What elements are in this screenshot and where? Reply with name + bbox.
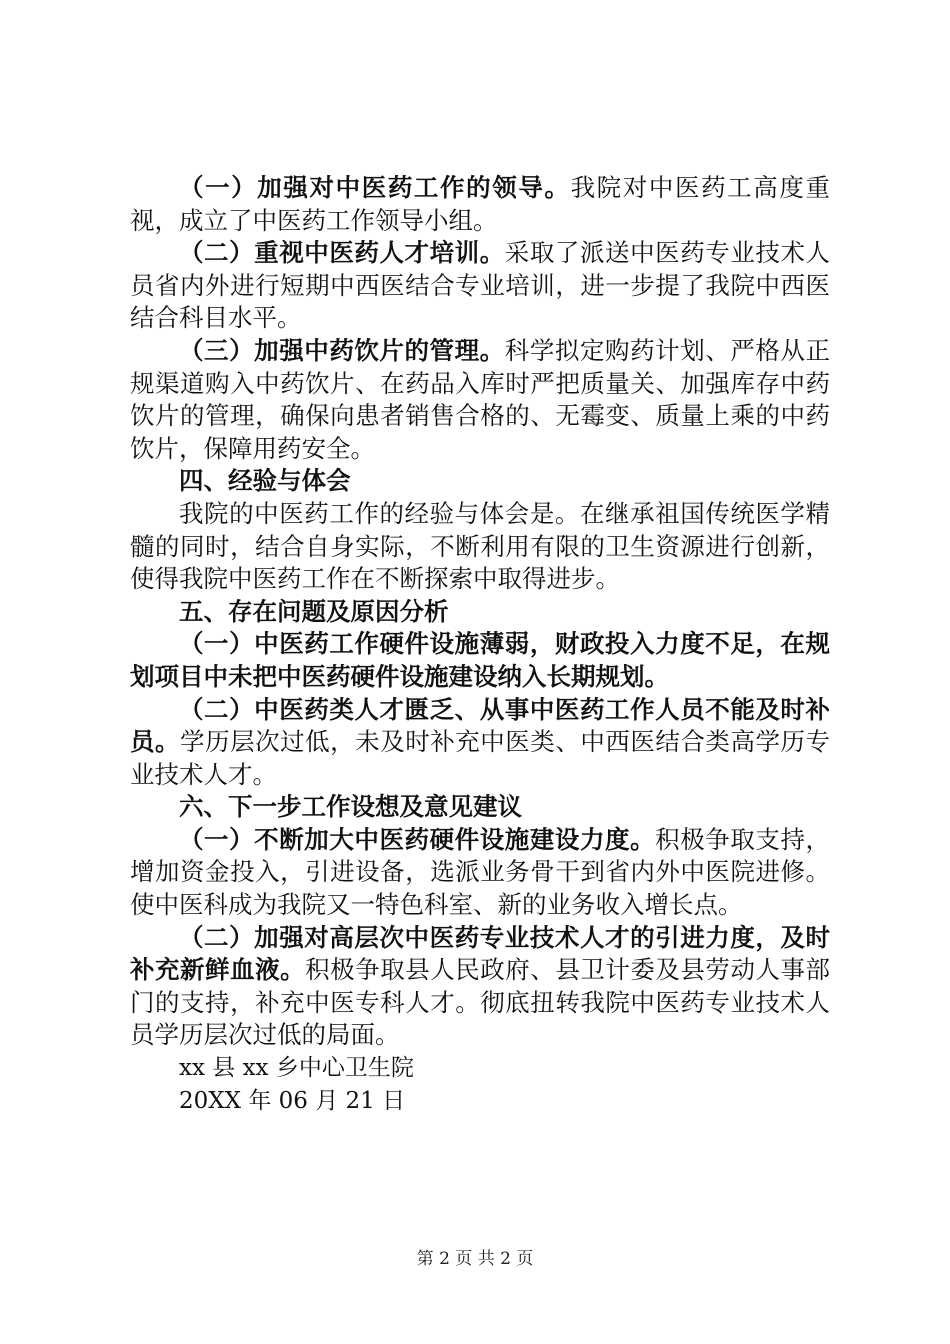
- signature-date: 20XX 年 06 月 21 日: [179, 1088, 406, 1115]
- paragraph-2: [130, 237, 830, 335]
- section-heading-text: 四、经验与体会: [179, 466, 351, 496]
- page-footer: 第 2 页 共 2 页: [416, 1249, 534, 1269]
- section-heading-text: 五、存在问题及原因分析: [179, 596, 449, 626]
- paragraph-text: 采取了派送中医药专业技术人员省内外进行短期中西医结合专业培训，进一步提了我院中西医结合科目水平。: [130, 238, 830, 333]
- section-heading-4: [130, 465, 830, 498]
- paragraph-text: 积极争取支持，增加资金投入，引进设备，选派业务骨干到省内外中医院进修。使中医科成为我院又一特色科室、新的业务收入增长点。: [130, 824, 830, 920]
- paragraph-8: [130, 694, 830, 792]
- paragraph-heading: （一）加强对中医药工作的领导。: [179, 173, 571, 202]
- paragraph-10: [130, 824, 830, 922]
- signature-org: xx 县 xx 乡中心卫生院: [179, 1055, 414, 1082]
- paragraph-11: [130, 922, 830, 1052]
- paragraph-heading: （二）中医药类人才匮乏、从事中医药工作人员不能及时补员。: [130, 694, 830, 757]
- paragraph-text: 积极争取县人民政府、县卫计委及县劳动人事部门的支持，补充中医专科人才。彻底扭转我院中医药专业技术人员学历层次过低的局面。: [130, 955, 831, 1050]
- paragraph-text: 学历层次过低，未及时补充中医类、中西医结合类高学历专业技术人才。: [130, 727, 831, 789]
- paragraph-1: [130, 172, 830, 237]
- section-heading-6: [130, 791, 830, 824]
- paragraph-heading: （二）重视中医药人才培训。: [179, 238, 505, 268]
- document-body: [130, 172, 830, 1118]
- section-heading-5: [130, 596, 830, 629]
- paragraph-heading: （三）加强中药饮片的管理。: [179, 335, 505, 365]
- paragraph-heading: （二）加强对高层次中医药专业技术人才的引进力度，及时补充新鲜血液。: [130, 922, 830, 985]
- section-heading-text: 六、下一步工作设想及意见建议: [179, 792, 522, 822]
- paragraph-3: [130, 335, 830, 465]
- paragraph-text: 科学拟定购药计划、严格从正规渠道购入中药饮片、在药品入库时严把质量关、加强库存中药饮片的管理，确保向患者销售合格的、无霉变、质量上乘的中药饮片，保障用药安全。: [130, 335, 830, 463]
- paragraph-text: 我院对中医药工高度重视，成立了中医药工作领导小组。: [130, 173, 830, 235]
- paragraph-7: [130, 628, 830, 693]
- paragraph-text: 我院的中医药工作的经验与体会是。在继承祖国传统医学精髓的同时，结合自身实际，不断利用有限的卫生资源进行创新，使得我院中医药工作在不断探索中取得进步。: [130, 498, 830, 594]
- paragraph-heading: （一）中医药工作硬件设施薄弱，财政投入力度不足，在规划项目中未把中医药硬件设施建设纳入长期规划。: [130, 629, 830, 691]
- paragraph-5: [130, 498, 830, 596]
- paragraph-heading: （一）不断加大中医药硬件设施建设力度。: [179, 824, 656, 854]
